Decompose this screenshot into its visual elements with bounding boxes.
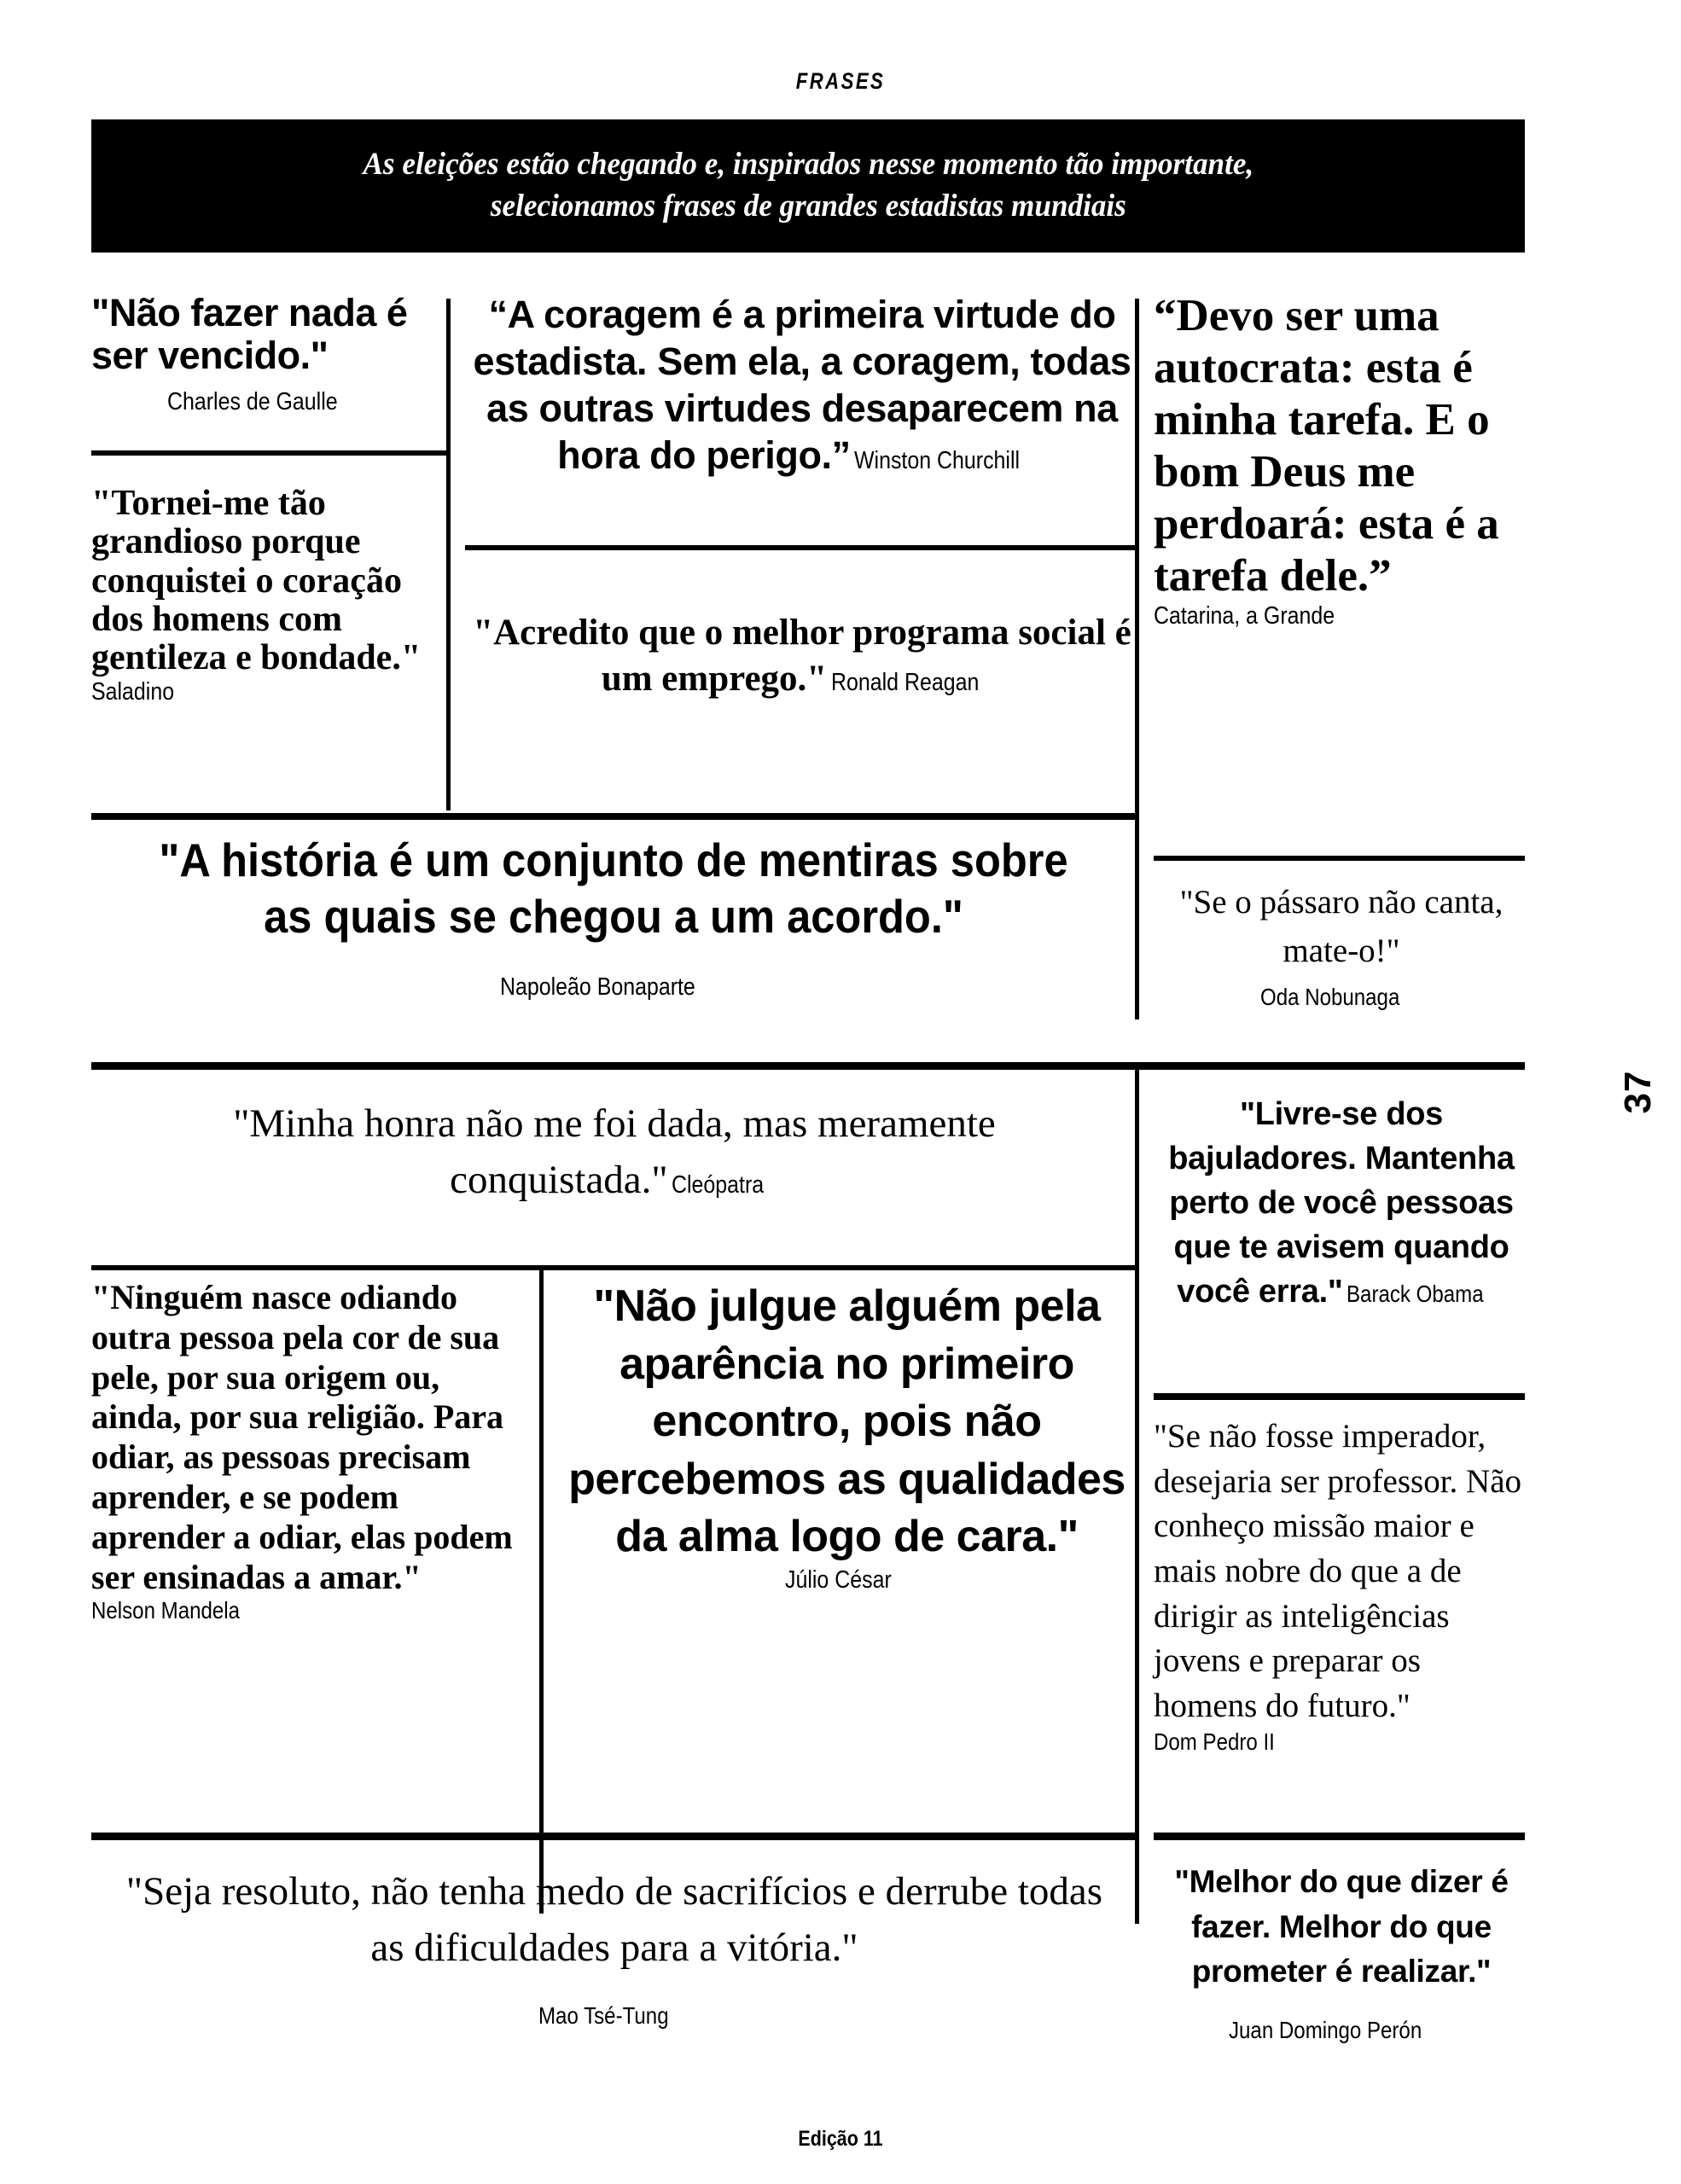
quote-author-mandela: Nelson Mandela [91,1597,241,1624]
quote-text-reagan: "Acredito que o melhor programa social é um emprego." [473,613,1131,699]
quote-block-saladino [91,485,445,706]
quote-author-mao: Mao Tsé-Tung [538,2001,669,2029]
intro-banner-line-2: selecionamos frases de grandes estadistas mundiais [490,189,1126,224]
intro-banner-line-1: As eleições estão chegando e, inspirados nesse momento tão importante, [363,147,1253,183]
divider-h-above-mao [91,1833,1136,1840]
divider-vertical-lower-left [539,1265,544,1914]
divider-vertical-right-lower [1135,1062,1139,1924]
quote-text-churchill: “A coragem é a primeira virtude do estadista. Sem ela, a coragem, todas as outras virtudes desaparecem na hora do perigo.” [473,293,1131,477]
quote-block-cleopatra [128,1096,1101,1209]
quote-block-de-gaulle [91,292,441,416]
quote-author-dom-pedro: Dom Pedro II [1154,1728,1275,1756]
quote-text-mao: "Seja resoluto, não tenha medo de sacrifícios e derrube todas as dificuldades para a vitória." [125,1869,1103,1970]
divider-h-catarina-nobunaga [1154,856,1525,861]
quote-text-peron: "Melhor do que dizer é fazer. Melhor do que prometer é realizar." [1174,1864,1509,1989]
divider-h-above-mandela [91,1265,1136,1270]
quote-author-nobunaga: Oda Nobunaga [1260,984,1400,1011]
divider-h-degaulle-saladino [91,450,450,456]
divider-h-obama-dompedro [1154,1393,1525,1400]
quote-author-de-gaulle: Charles de Gaulle [166,387,338,415]
quote-author-napoleao: Napoleão Bonaparte [499,973,695,1001]
quote-author-catarina: Catarina, a Grande [1154,601,1335,630]
quote-author-churchill: Winston Churchill [854,446,1021,474]
quote-block-churchill [465,292,1139,479]
quote-author-julio-cesar: Júlio César [784,1565,892,1594]
quote-author-cleopatra: Cleópatra [672,1170,765,1199]
quote-text-dom-pedro: "Se não fosse imperador, desejaria ser professor. Não conheço missão maior e mais nobre do que a de dirigir as inteligências jovens e preparar os homens do futuro." [1154,1418,1521,1724]
quote-block-peron [1154,1860,1529,2044]
divider-h-above-peron [1154,1833,1525,1840]
quote-text-nobunaga: "Se o pássaro não canta, mate-o!" [1179,884,1504,969]
page-number: 37 [1617,1070,1659,1114]
divider-h-churchill-reagan [465,545,1136,550]
quote-block-mao [111,1864,1118,2030]
divider-vertical-upper-left [446,299,451,810]
quote-author-reagan: Ronald Reagan [830,668,979,696]
quote-text-julio-cesar: "Não julgue alguém pela aparência no primeiro encontro, pois não percebemos as qualidades da alma logo de cara." [568,1281,1126,1562]
quote-block-mandela [91,1278,518,1624]
intro-banner [91,119,1525,253]
divider-h-above-cleopatra [91,1062,1525,1070]
quote-block-dom-pedro [1154,1414,1529,1756]
quote-text-napoleao: "A história é um conjunto de mentiras sobre as quais se chegou a um acordo." [159,834,1068,943]
quote-block-obama [1154,1092,1529,1314]
quote-author-peron: Juan Domingo Perón [1229,2016,1422,2043]
quote-text-cleopatra: "Minha honra não me foi dada, mas meramente conquistada." [233,1101,996,1202]
divider-h-above-napoleao [91,813,1136,820]
quote-block-catarina [1154,290,1529,630]
intro-banner-text [363,144,1253,228]
edition-footer: Edição 11 [798,2127,883,2151]
quote-text-mandela: "Ninguém nasce odiando outra pessoa pela cor de sua pele, por sua origem ou, ainda, por sua religião. Para odiar, as pessoas precisam aprender, e se podem aprender a odiar, elas podem ser ensinadas a amar." [91,1278,513,1596]
quote-block-nobunaga [1154,879,1529,1011]
quote-block-julio-cesar [559,1278,1135,1594]
quote-author-obama: Barack Obama [1347,1281,1484,1308]
quote-text-saladino: "Tornei-me tão grandioso porque conquistei o coração dos homens com gentileza e bondade." [91,484,422,678]
running-head: FRASES [795,68,886,94]
quote-author-saladino: Saladino [91,677,175,706]
quote-text-catarina: “Devo ser uma autocrata: esta é minha tarefa. E o bom Deus me perdoará: esta é a tarefa dele.” [1154,291,1499,601]
quote-block-reagan [465,610,1139,702]
quote-block-napoleao [91,832,1136,1002]
quote-text-de-gaulle: "Não fazer nada é ser vencido." [91,291,408,378]
quote-text-obama: "Livre-se dos bajuladores. Mantenha perto de você pessoas que te avisem quando você erra." [1168,1096,1515,1310]
